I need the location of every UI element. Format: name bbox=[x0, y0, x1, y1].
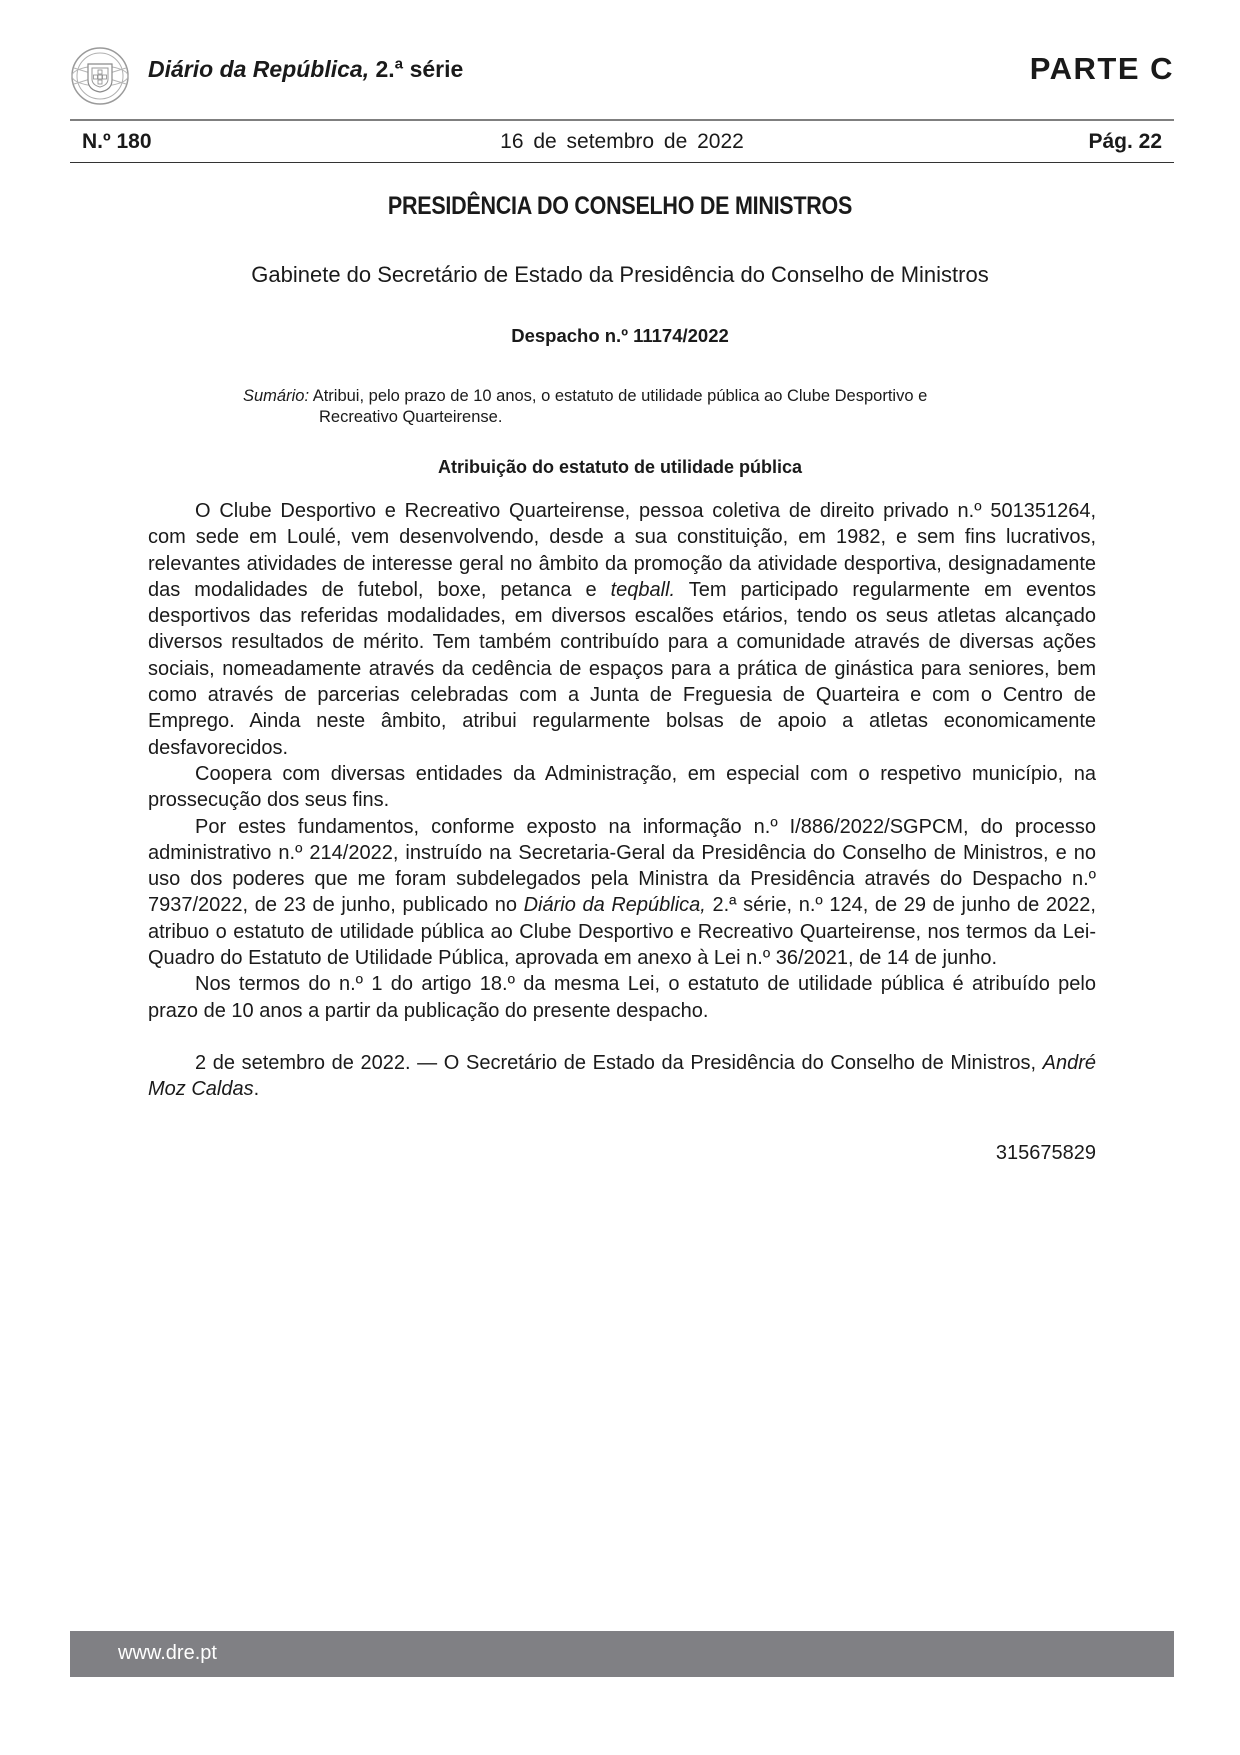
paragraph-4: Nos termos do n.º 1 do artigo 18.º da mesma Lei, o estatuto de utilidade pública é atribuído pelo prazo de 10 anos a partir da publicação do presente despacho. bbox=[148, 973, 1096, 1022]
paragraph-3-text: Por estes fundamentos, conforme exposto na informação n.º I/886/2022/SGPCM, do processo administrativo n.º 214/2022, instruído na Secretaria-Geral da Presidência do Conselho de Ministros, e no uso dos poderes que me foram subdelegados pela Ministra da Presidência através do Despacho n.º 7937/2022, de 23 de junho, publicado no bbox=[148, 815, 1096, 917]
coat-of-arms-icon bbox=[70, 46, 130, 106]
office-heading: Gabinete do Secretário de Estado da Presidência do Conselho de Ministros bbox=[251, 262, 989, 287]
ministry-heading: PRESIDÊNCIA DO CONSELHO DE MINISTROS bbox=[387, 192, 853, 220]
issue-number: N.º 180 bbox=[82, 130, 152, 153]
header-top-rule bbox=[70, 119, 1174, 121]
document-title: Despacho n.º 11174/2022 bbox=[511, 325, 729, 346]
journal-name: Diário da República, bbox=[148, 56, 370, 82]
footer-url-link[interactable]: www.dre.pt bbox=[118, 1642, 217, 1664]
signature bbox=[148, 1050, 1096, 1103]
signature-text: 2 de setembro de 2022. — O Secretário de Estado da Presidência do Conselho de Ministros, bbox=[195, 1051, 1043, 1074]
signatory-name: André Moz Caldas bbox=[148, 1051, 1096, 1101]
journal-series: 2.ª série bbox=[369, 56, 464, 82]
issue-date: 16 de setembro de 2022 bbox=[500, 130, 744, 153]
paragraph-1-text: O Clube Desportivo e Recreativo Quarteirense, pessoa coletiva de direito privado n.º 501351264, com sede em Loulé, vem desenvolvendo, desde a sua constituição, em 1982, e sem fins lucrativos, relevantes atividades de interesse geral no âmbito da promoção da atividade desportiva, designadamente das modalidades de futebol, boxe, petanca e bbox=[148, 500, 1096, 601]
paragraph-1-italic: teqball. bbox=[610, 578, 676, 601]
summary-text-line2: Recreativo Quarteirense. bbox=[319, 408, 503, 426]
reference-number: 315675829 bbox=[995, 1142, 1096, 1164]
paragraph-3-italic: Diário da República, bbox=[523, 894, 706, 917]
header-bottom-rule bbox=[70, 162, 1174, 163]
paragraph-3 bbox=[148, 814, 1096, 972]
signature-end: . bbox=[253, 1078, 260, 1101]
paragraph-1-text-cont: Tem participado regularmente em eventos desportivos das referidas modalidades, em diversos escalões etários, tendo os seus atletas alcançado diversos resultados de mérito. Tem também contribuído para a comunidade através de diversas ações sociais, nomeadamente através da cedência de espaços para a prática de ginástica para seniores, bem como através de parcerias celebradas com a Junta de Freguesia de Quarteira e com o Centro de Emprego. Ainda neste âmbito, atribui regularmente bolsas de apoio a atletas economicamente desfavorecidos. bbox=[148, 578, 1096, 759]
page-number: Pág. 22 bbox=[1088, 130, 1162, 153]
paragraph-3-text-cont: 2.ª série, n.º 124, de 29 de junho de 2022, atribuo o estatuto de utilidade pública ao Clube Desportivo e Recreativo Quarteirense, nos termos da Lei-Quadro do Estatuto de Utilidade Pública, aprovada em anexo à Lei n.º 36/2021, de 14 de junho. bbox=[148, 894, 1096, 970]
footer-band bbox=[70, 1631, 1174, 1677]
document-body bbox=[148, 498, 1096, 1103]
summary-label: Sumário: bbox=[243, 387, 310, 405]
issue-bar bbox=[70, 127, 1174, 157]
summary-text-line1: Atribui, pelo prazo de 10 anos, o estatuto de utilidade pública ao Clube Desportivo e bbox=[309, 387, 928, 405]
journal-title bbox=[148, 56, 463, 83]
part-label: PARTE C bbox=[1029, 51, 1174, 86]
summary bbox=[243, 386, 1023, 428]
spacer bbox=[148, 1024, 1096, 1050]
section-title: Atribuição do estatuto de utilidade pública bbox=[437, 457, 803, 477]
paragraph-1 bbox=[148, 498, 1096, 761]
paragraph-2: Coopera com diversas entidades da Administração, em especial com o respetivo município, na prossecução dos seus fins. bbox=[148, 762, 1096, 812]
